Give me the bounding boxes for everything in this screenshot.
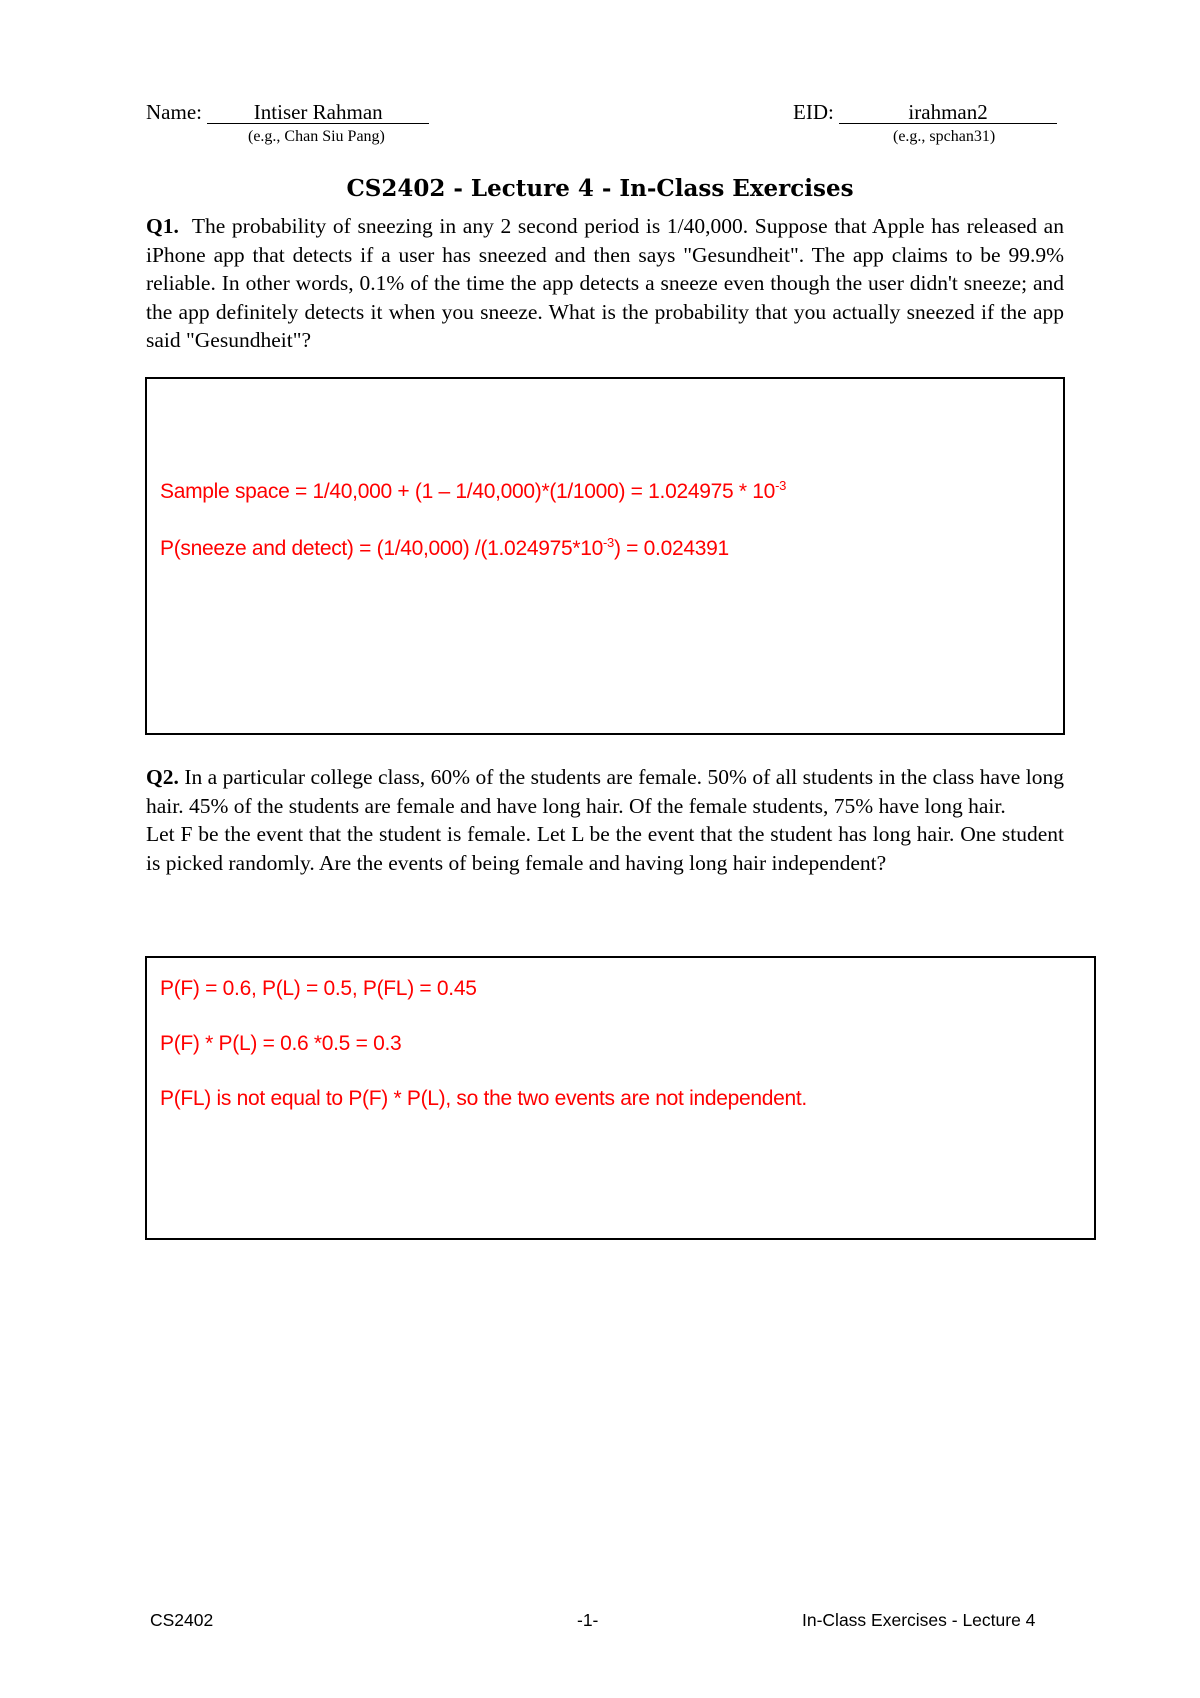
answer-2-line-2: P(F) * P(L) = 0.6 *0.5 = 0.3 [160, 1032, 402, 1055]
question-2-label: Q2. [146, 765, 179, 789]
question-1-text: The probability of sneezing in any 2 second period is 1/40,000. Suppose that Apple has released an iPhone app that detects if a user has sneezed and then says "Gesundheit". The app claims to be 99.9% reliable. In other words, 0.1% of the time the app detects a sneeze even though the user didn't sneeze; and the app definitely detects it when you sneeze. What is the probability that you actually sneezed if the app said "Gesundheit"? [146, 214, 1064, 352]
eid-field: irahman2 [839, 101, 1057, 124]
footer-page-number: -1- [577, 1610, 599, 1630]
answer-1-line-1-exponent: -3 [775, 478, 787, 493]
question-2-text-1: In a particular college class, 60% of the students are female. 50% of all students in the class have long hair. 45% of the students are female and have long hair. Of the female students, 75% have long hair. [146, 765, 1064, 818]
eid-example: (e.g., spchan31) [893, 128, 996, 145]
eid-label: EID: [793, 100, 834, 124]
name-example: (e.g., Chan Siu Pang) [248, 128, 385, 145]
answer-1-line-2-text-post: ) = 0.024391 [613, 537, 729, 560]
answer-1-line-2-exponent: -3 [602, 535, 614, 550]
question-1-label: Q1. [146, 214, 179, 238]
question-2-text-2: Let F be the event that the student is female. Let L be the event that the student has long hair. One student is picked randomly. Are the events of being female and having long hair independent? [146, 822, 1064, 875]
page-title: CS2402 - Lecture 4 - In-Class Exercises [346, 175, 854, 202]
question-1 [146, 212, 1064, 355]
name-label: Name: [146, 100, 202, 124]
answer-1-line-2 [160, 536, 729, 562]
eid-row [793, 100, 1057, 124]
answer-1-line-1-text: Sample space = 1/40,000 + (1 – 1/40,000)*(1/1000) = 1.024975 * 10 [160, 480, 776, 503]
answer-2-line-1: P(F) = 0.6, P(L) = 0.5, P(FL) = 0.45 [160, 977, 477, 1000]
answer-1-line-1 [160, 479, 786, 505]
name-field: Intiser Rahman [207, 101, 429, 124]
name-row [146, 100, 429, 124]
answer-1-line-2-text-pre: P(sneeze and detect) = (1/40,000) /(1.024975*10 [160, 537, 603, 560]
answer-2-line-3: P(FL) is not equal to P(F) * P(L), so the two events are not independent. [160, 1087, 807, 1110]
footer-title: In-Class Exercises - Lecture 4 [802, 1610, 1036, 1630]
footer-course: CS2402 [150, 1610, 214, 1630]
question-2 [146, 763, 1064, 877]
